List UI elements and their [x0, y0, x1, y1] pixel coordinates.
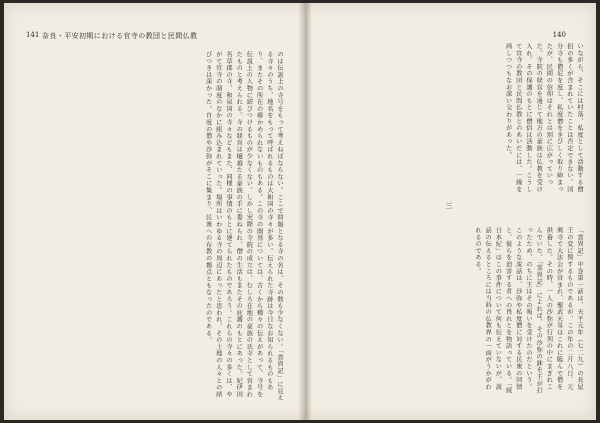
- book-spread: [4, 3, 596, 420]
- left-page-number: 141: [26, 31, 40, 39]
- right-page: [304, 3, 596, 420]
- left-page: [4, 3, 300, 420]
- section-marker: 三: [445, 202, 453, 210]
- running-title: 奈良・平安初期における官寺の教団と民間仏教: [42, 32, 198, 40]
- right-page-body-text-upper: いながら、そこには村落、私度として活動する僧侶の多くが含まれていたことは否定できない。国分寺も僧尼を度し、私度僧をきびしく取り締まったが、民間の信仰はそれとは別に広がっていった。寺院の経営を通じて地方の豪族は仏教を受け入れ、その保護のもとに僧侶は活動した。こうして官寺の教団と民間仏教とのあいだには、一線を画しつつもなお深い交わりがあった。: [504, 43, 583, 193]
- right-page-body-text-lower: 「霊異記」中巻第一話は、天平元年（七二九）の長屋王の変に関するものであるが、この年の二月八日、元興寺で大法会が営まれ、聖武天皇はこれに臨んで僧を供養した。その時、一人の沙弥が行列の中にまぎれこんでいた。「霊異記」によれば、その沙弥の鉢を王が打ったため、のちに王はその報いを受けたのだという。このような説話は、沙弥や私度僧に対する民衆の同情と、彼らを迫害する者への畏れとを物語っている。「続日本紀」はこの事件について何も伝えていないが、説話の伝えるところには当時の仏教界の一面がうかがわれるのである。: [473, 227, 583, 394]
- right-page-number: 140: [552, 31, 566, 39]
- left-page-body-text: のは伝説上の寺号をもって考えねばならない。ここで問題となる寺の名は、その数も少なくない。「霊異記」に見える寺々のうち、地名をもって呼ばれるものは大和国の寺々が多い。伝えられた寺跡は今日なお知られるものもあり、またその所在の確かめられないものもある。この寺の開基については、古くから種々の伝えがあって、寺号を伝説上の人物に結びつけるものが少なくない。しかし実際の寺院の成立は、むしろ在地の豪族の氏寺として営まれたものと考えられる。寺の経営は檀越たる豪族の手に委ねられ、僧の生活もまたその庇護のもとにあった。紀伊国名草郡の寺、和泉国の寺々などもまた、同様の事情のもとに建てられたものであろう。これらの寺々の多くは、やがて官寺の制度のなかに組み込まれていった。場所はいわゆる寺の周辺にあったと思われ、その土地の人々との結びつきは深かった。自度の僧や沙弥がそこに集まり、民衆への布教の拠点ともなったのである。: [204, 51, 283, 402]
